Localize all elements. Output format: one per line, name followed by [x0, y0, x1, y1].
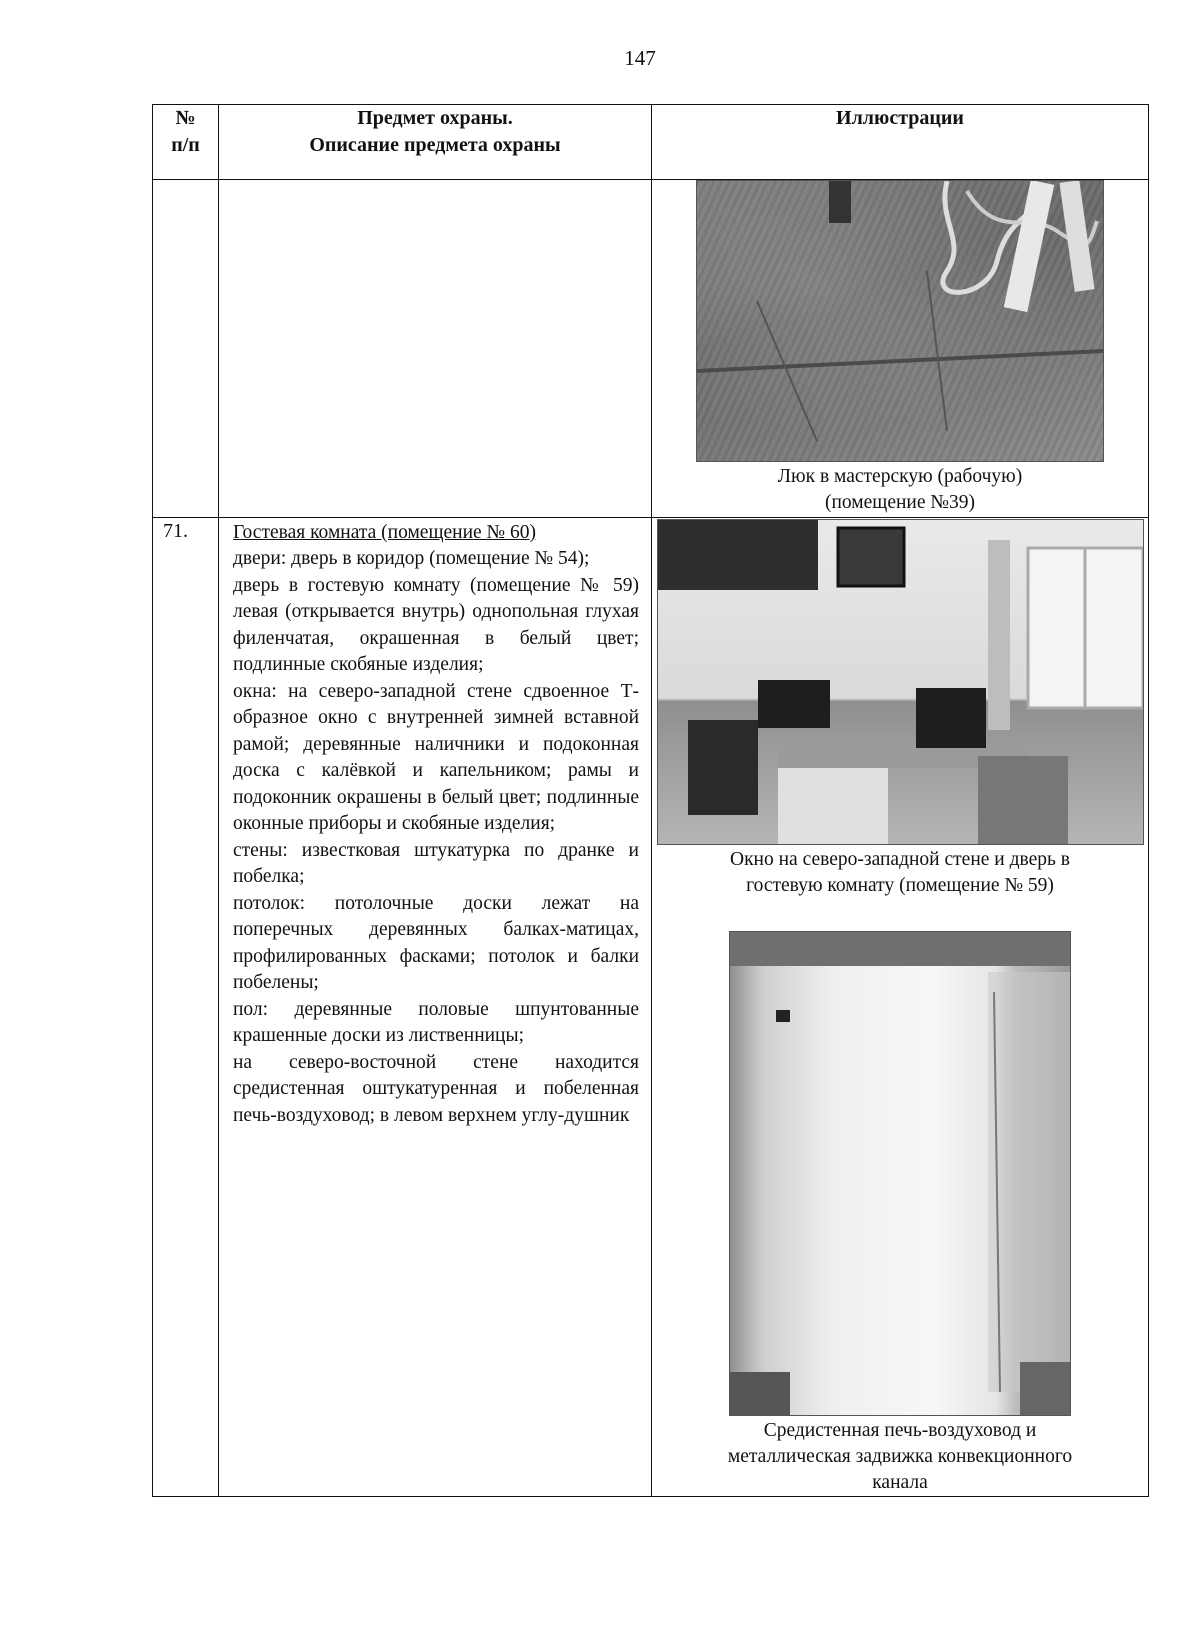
room-window-photo-drawing: [658, 520, 1143, 844]
monitor-shape-2: [916, 688, 986, 748]
table-header-row: [153, 105, 1149, 180]
description-doors-guest-room: дверь в гостевую комнату (помещение № 59) левая (открывается внутрь) однопольная глухая филенчатая, окрашенная в белый цвет; подлинные скобяные изделия;: [233, 574, 639, 675]
desk-cabinet: [978, 756, 1068, 844]
room-window-caption: [652, 845, 1148, 899]
header-description-line-2: Описание предмета охраны: [309, 134, 561, 156]
curtain-shape: [988, 540, 1010, 730]
stove-caption-line-3: канала: [872, 1472, 928, 1493]
monitor-shape: [758, 680, 830, 728]
floor-object: [730, 1372, 790, 1415]
hatch-caption: [652, 462, 1148, 516]
floor-object-2: [1020, 1362, 1070, 1415]
stove-side-shade: [988, 972, 1070, 1392]
ladder-leg: [1004, 181, 1055, 312]
header-description: [219, 105, 652, 180]
header-description-line-1: Предмет охраны.: [357, 107, 513, 129]
row-description: [219, 518, 652, 1497]
bottle-shape: [829, 181, 851, 223]
description-doors-corridor: двери: дверь в коридор (помещение № 54);: [233, 548, 590, 569]
description-stove: на северо-восточной стене находится средистенная оштукатуренная и побеленная печь-воздуховод; в левом верхнем углу-душник: [233, 1051, 639, 1126]
hatch-edge-line: [697, 351, 1103, 371]
table-row-continued: [153, 180, 1149, 518]
row-illustrations: [652, 518, 1149, 1497]
painting-shape: [658, 520, 818, 590]
vent-damper: [776, 1010, 790, 1022]
description-floor: пол: деревянные половые шпунтованные крашенные доски из лиственницы;: [233, 998, 639, 1046]
table-row-71: [153, 518, 1149, 1497]
stove-caption-line-2: металлическая задвижка конвекционного: [727, 1446, 1073, 1467]
continued-illustration-cell: [652, 180, 1149, 518]
stove-caption-line-1: Средистенная печь-воздуховод и: [763, 1420, 1037, 1441]
room-window-photo: [657, 519, 1144, 845]
continued-description-cell: [219, 180, 652, 518]
floor-crack-2: [927, 271, 947, 431]
description-windows: окна: на северо-западной стене сдвоенное Т-образное окно с внутренней зимней вставной рамой; деревянные наличники и подоконная доска с калёвкой и капельником; рамы и подоконник окрашены в белый цвет; подлинные оконные приборы и скобяные изделия;: [233, 680, 639, 834]
hatch-photo-drawing: [697, 181, 1103, 461]
stove-photo-drawing: [730, 932, 1070, 1415]
framed-picture: [838, 528, 904, 586]
continued-number-cell: [153, 180, 219, 518]
hatch-caption-line-2: (помещение №39): [825, 492, 975, 513]
chair-shape: [688, 720, 758, 815]
floor-crack: [757, 301, 817, 441]
printer-shape: [778, 768, 888, 844]
page-number: 147: [624, 46, 656, 70]
stove-caption: [652, 1416, 1148, 1496]
room-window-caption-line-2: гостевую комнату (помещение № 59): [746, 875, 1054, 896]
row-number: 71.: [153, 518, 219, 1497]
stove-top-shadow: [730, 932, 1070, 966]
header-number-line-2: п/п: [171, 134, 200, 156]
stove-photo: [729, 931, 1071, 1416]
room-title: Гостевая комната (помещение № 60): [233, 522, 537, 543]
header-illustrations: Иллюстрации: [652, 105, 1149, 180]
header-number-line-1: №: [175, 107, 196, 129]
header-number: [153, 105, 219, 180]
heritage-table: [152, 104, 1149, 1497]
description-ceiling: потолок: потолочные доски лежат на поперечных деревянных балках-матицах, профилированных фасками; потолок и балки побелены;: [233, 892, 639, 993]
room-window-caption-line-1: Окно на северо-западной стене и дверь в: [730, 849, 1070, 870]
hatch-caption-line-1: Люк в мастерскую (рабочую): [777, 466, 1023, 487]
hatch-photo: [696, 180, 1104, 462]
description-walls: стены: известковая штукатурка по дранке и побелка;: [233, 839, 639, 887]
